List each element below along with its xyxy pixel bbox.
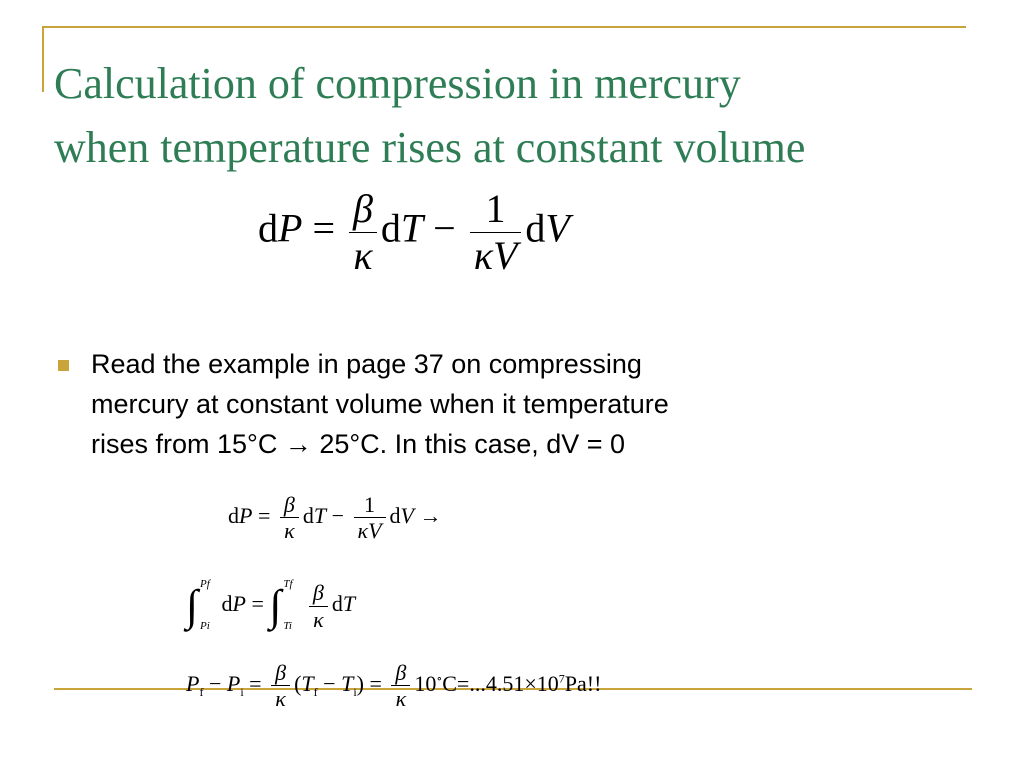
eq1-one: 1 bbox=[470, 186, 522, 233]
t-upper-limit: Tf bbox=[283, 578, 293, 590]
title-line-1: Calculation of compression in mercury bbox=[54, 59, 741, 108]
bullet-text bbox=[58, 344, 978, 464]
t-lower-limit: Ti bbox=[283, 620, 292, 632]
degree-icon: ∘ bbox=[436, 671, 443, 686]
bullet-line-1: Read the example in page 37 on compressing bbox=[91, 349, 642, 379]
bullet-line-2: mercury at constant volume when it temperature bbox=[91, 389, 669, 419]
eq3-beta: β bbox=[312, 580, 324, 606]
integral-sign-icon: ∫ Tf Ti bbox=[269, 578, 293, 632]
p-lower-limit: Pi bbox=[200, 620, 210, 632]
eq4-sub-f-2: f bbox=[313, 685, 318, 700]
p-upper-limit: Pf bbox=[200, 578, 210, 590]
eq4-unit: Pa!! bbox=[564, 670, 602, 696]
eq3-kappa: κ bbox=[313, 606, 324, 632]
eq1-kappa: κ bbox=[353, 233, 373, 278]
square-bullet-icon bbox=[58, 360, 69, 371]
eq4-kappa-2: κ bbox=[395, 686, 407, 712]
equation-4-result: $P_f - P_i$ = $\frac{\beta}{\kappa}$ $(T_f - T_i)$ = $\frac{\beta}{\kappa}$ $10^\circ C=...4.51\times 10^7Pa$!! bbox=[186, 660, 602, 712]
one-over-kappa-v-fraction bbox=[470, 186, 522, 279]
bullet-line-3: rises from 15°C → 25°C. In this case, dV = 0 bbox=[91, 429, 626, 459]
beta-over-kappa-fraction bbox=[349, 186, 377, 279]
title-line-2: when temperature rises at constant volume bbox=[54, 123, 806, 172]
eq4-sub-i-2: i bbox=[353, 685, 357, 700]
eq4-beta-2: β bbox=[395, 660, 407, 685]
eq4-exponent: 7 bbox=[558, 671, 565, 686]
bullet-item bbox=[58, 344, 978, 464]
slide-title bbox=[54, 52, 994, 180]
eq4-ten: 10 bbox=[414, 670, 437, 696]
arrow-right-icon: → bbox=[419, 502, 442, 528]
eq1-beta: β bbox=[353, 186, 373, 231]
main-equation: dP = $\frac{\beta}{\kappa}$ dT − $\frac{1}{\kappa V}$ dV bbox=[258, 186, 570, 278]
left-rule bbox=[42, 26, 44, 92]
top-rule bbox=[42, 26, 966, 28]
eq2-kappa-2: κ bbox=[357, 518, 369, 544]
equation-3-integrals: ∫ Pf Pi dP = ∫ Tf Ti $\frac{\beta}{\kappa}$ dT bbox=[186, 578, 356, 632]
eq2-one: 1 bbox=[354, 492, 386, 518]
eq1-v: V bbox=[492, 233, 518, 278]
integral-sign-icon: ∫ Pf Pi bbox=[186, 578, 210, 632]
eq2-kappa: κ bbox=[284, 518, 295, 544]
eq4-kappa: κ bbox=[275, 686, 286, 712]
eq2-beta: β bbox=[283, 492, 295, 517]
eq4-sub-i: i bbox=[240, 685, 244, 700]
equation-2: dP = $\frac{\beta}{\kappa}$ dT − $\frac{1}{\kappa V}$ dV → bbox=[228, 492, 442, 544]
eq1-lhs-p: P bbox=[278, 205, 303, 251]
eq4-result: C=...4.51×10 bbox=[442, 670, 559, 696]
eq1-kappa-2: κ bbox=[473, 233, 493, 278]
eq4-sub-f: f bbox=[199, 685, 204, 700]
eq4-beta: β bbox=[275, 660, 287, 685]
